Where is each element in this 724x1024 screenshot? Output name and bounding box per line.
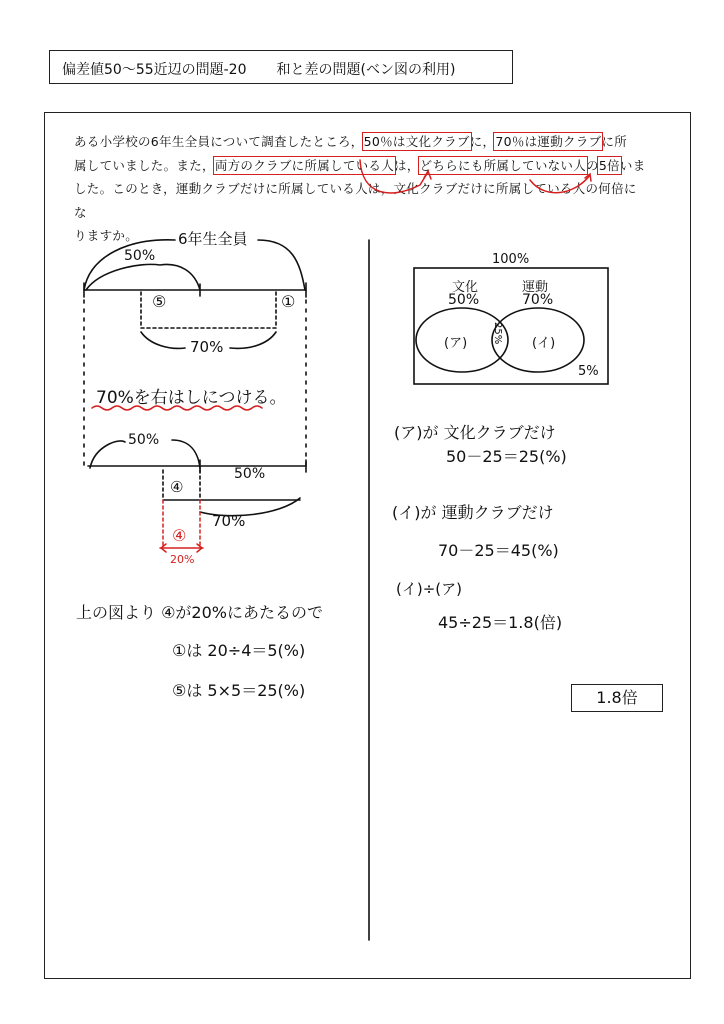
title-right: 和と差の問題(ベン図の利用) [276,62,456,78]
highlight-sports-70: 70％は運動クラブ [495,134,602,149]
label-circled-5: ⑤ [152,292,167,311]
venn-sports-label: 運動 [522,280,549,295]
problem-text: ある小学校の6年生全員について調査したところ， [74,134,364,149]
answer-box: 1.8倍 [571,684,663,712]
work-a-calc: 50－25＝25(%) [446,447,567,466]
work-i-calc: 70－25＝45(%) [438,541,559,560]
label-circled-4-red: ④ [172,526,187,545]
red-arrow-2 [530,175,590,193]
problem-text: は， [394,157,420,173]
label-70-low: 70% [212,512,246,530]
label-50-right: 50% [234,466,266,482]
note-attach-right: 70%を右はしにつける。 [96,388,287,408]
label-50-top: 50% [124,248,156,264]
brace-50-top [86,264,200,290]
highlight-5x: 5倍 [598,157,620,173]
label-20: 20% [170,553,195,566]
label-all-students: 6年生全員 [178,230,248,248]
venn-total: 100% [492,252,530,267]
work-left-line2: ①は 20÷4＝5(%) [172,641,306,660]
work-left-line1: 上の図より ④が20%にあたるので [76,603,323,622]
venn-region-i: (イ) [532,336,556,351]
highlight-neither: どちらにも所属していない人 [419,157,587,173]
problem-line: りますか。 [74,228,139,243]
venn-outside: 5% [578,364,599,379]
label-circled-1: ① [281,292,296,311]
work-left-line3: ⑤は 5×5＝25(%) [172,681,306,700]
venn-overlap: 25% [492,322,503,345]
highlight-both-clubs: 両方のクラブに所属している人 [214,157,395,173]
label-70: 70% [190,338,224,356]
problem-line: した。このとき，運動クラブだけに所属している人は，文化クラブだけに所属している人の何倍にな [74,181,637,220]
title-left: 偏差値50～55近辺の問題-20 [62,62,247,78]
venn-culture-label: 文化 [452,280,479,295]
work-ratio-calc: 45÷25＝1.8(倍) [438,613,563,632]
red-arrow-1 [360,157,428,193]
problem-text: いま [619,157,646,173]
problem-text: に所 [601,134,628,149]
venn-sports-pct: 70% [522,292,554,308]
problem-text: に， [469,134,496,149]
work-ratio-heading: (イ)÷(ア) [396,580,462,598]
label-circled-4: ④ [170,478,184,496]
work-a-heading: (ア)が 文化クラブだけ [394,423,556,442]
label-50-mid: 50% [128,432,160,448]
problem-text: の [586,157,599,173]
venn-region-a: (ア) [444,336,468,351]
venn-culture-pct: 50% [448,292,480,308]
highlight-culture-50: 50％は文化クラブ [363,134,470,149]
problem-text: 属していました。また， [74,157,215,173]
work-i-heading: (イ)が 運動クラブだけ [392,503,554,522]
brace-all-right [258,240,305,290]
